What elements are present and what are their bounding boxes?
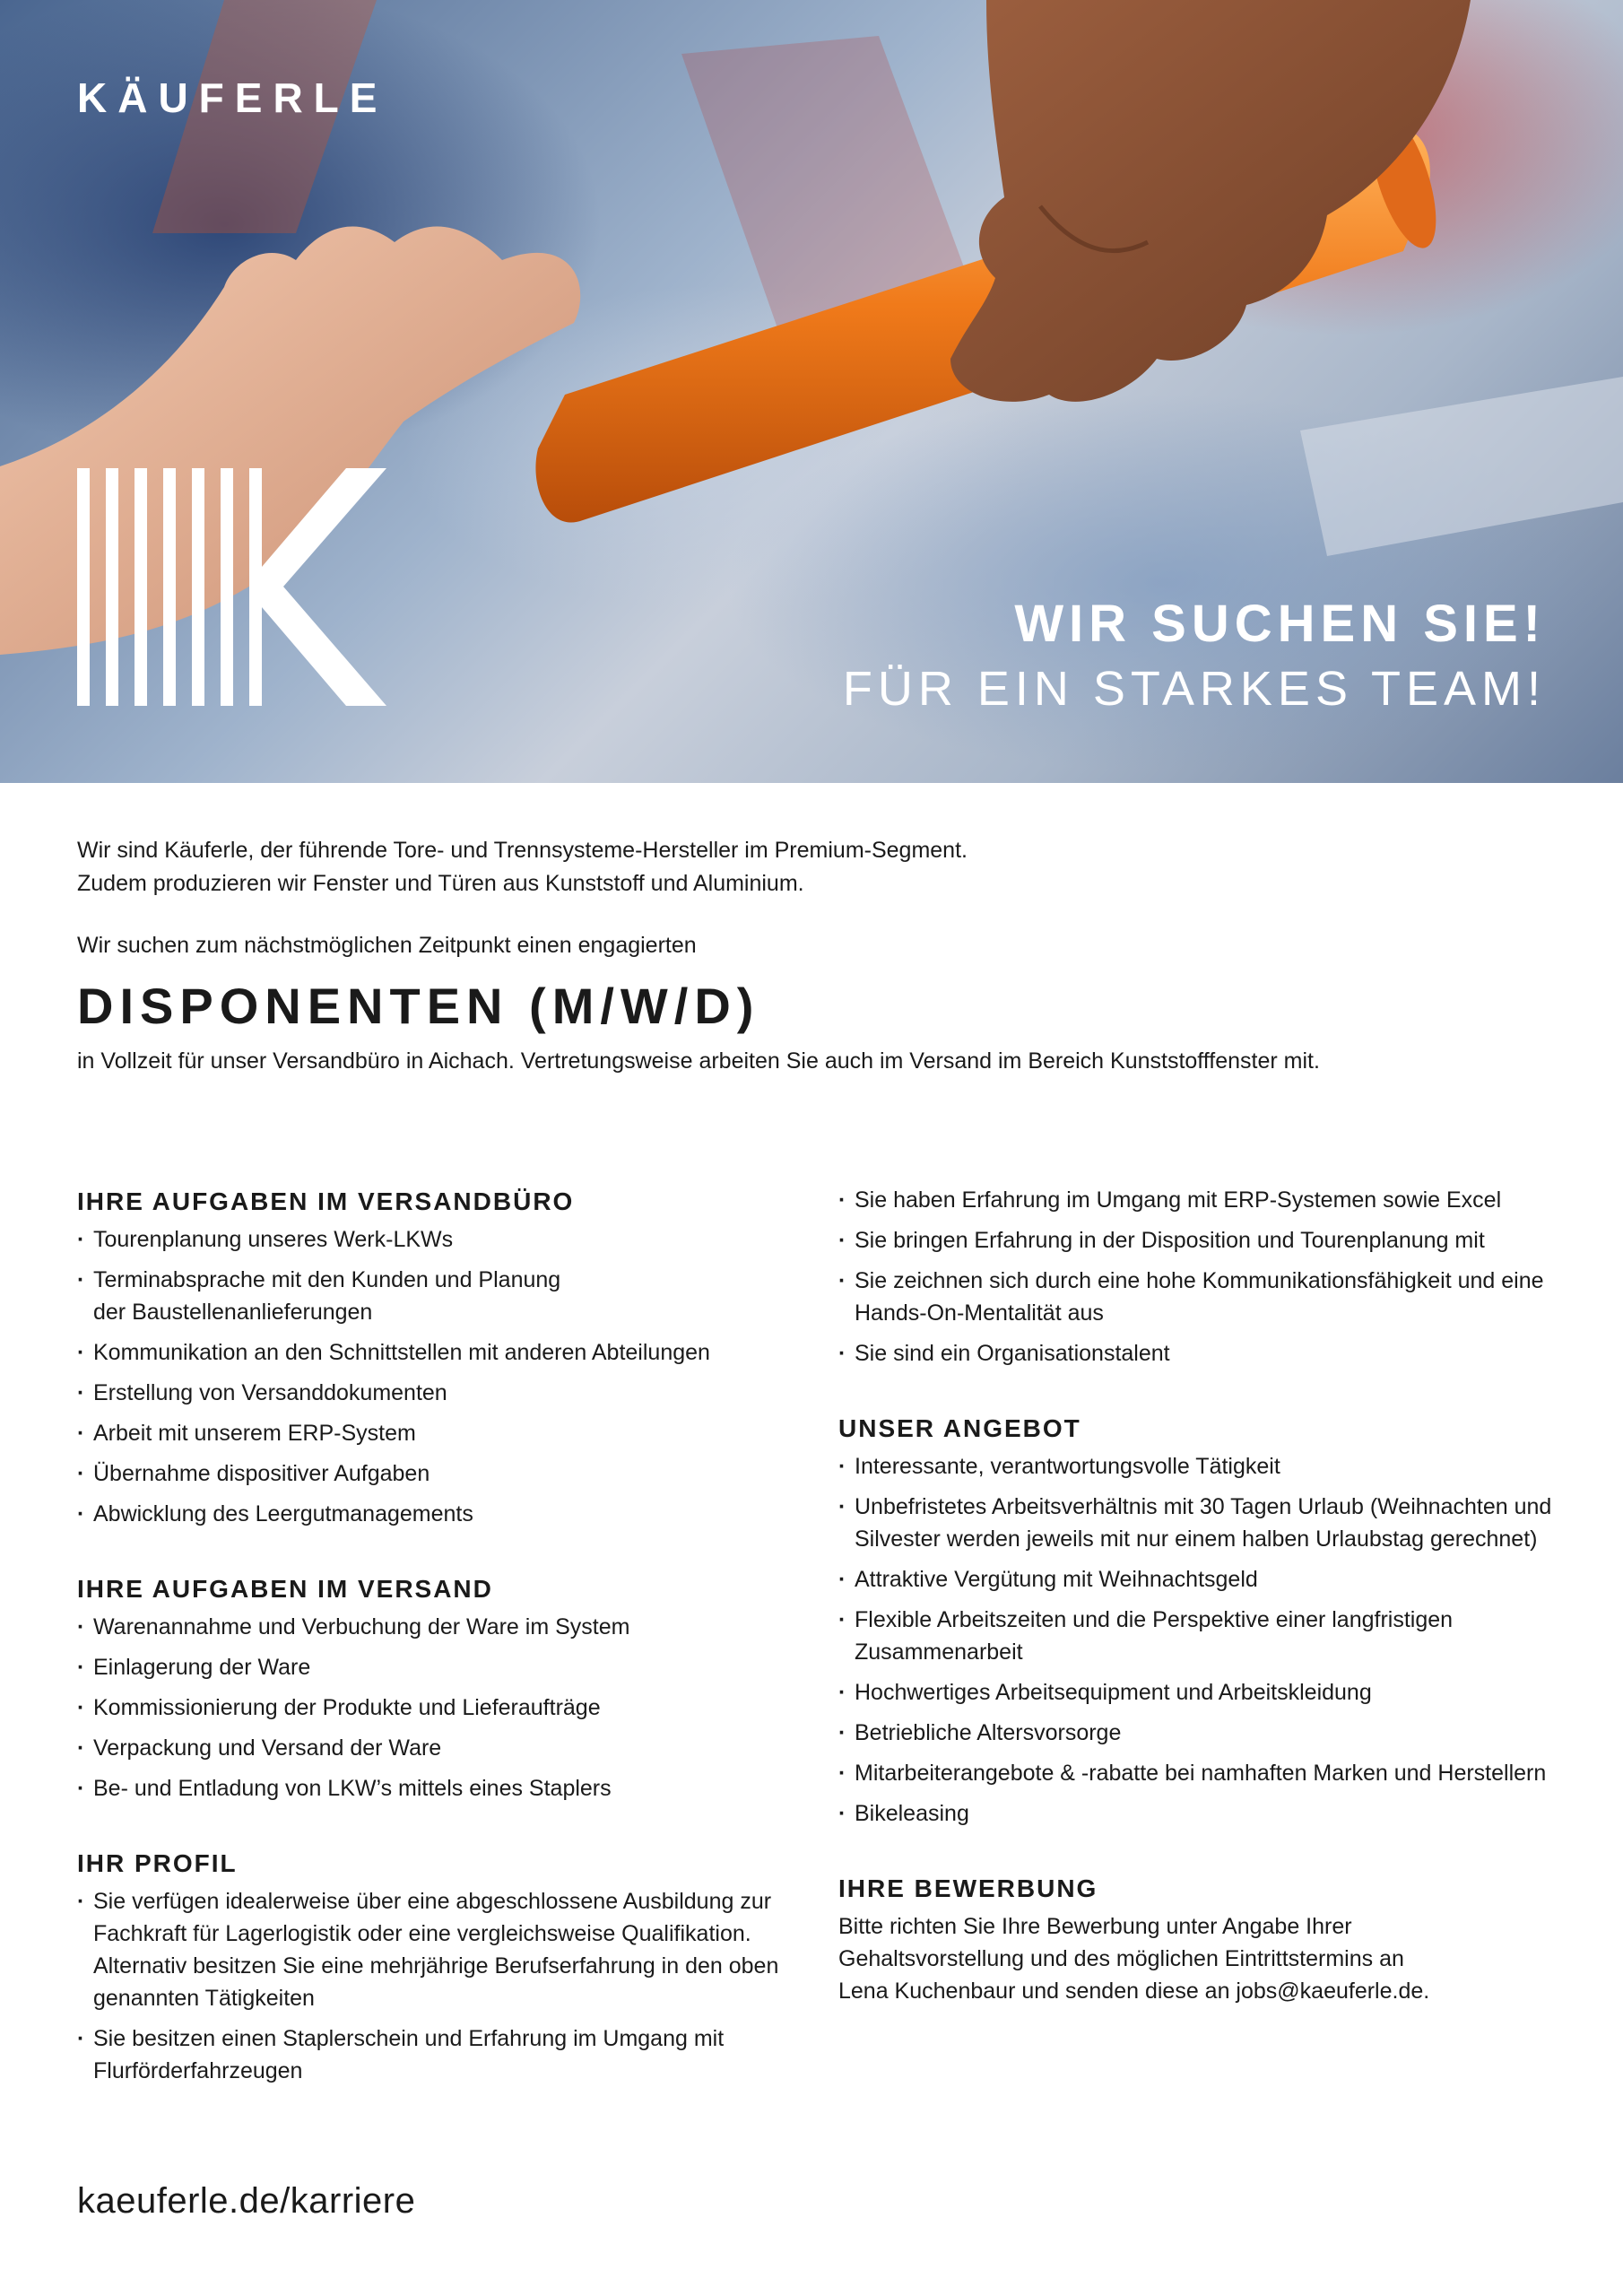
brand-logo-text: KÄUFERLE <box>77 74 388 121</box>
list-item: · Unbefristetes Arbeitsverhältnis mit 30 Tagen Urlaub (Weihnachten und Silvester werden jeweils mit nur einem halben Urlaubstag gerechnet) <box>838 1491 1556 1555</box>
list-item: · Terminabsprache mit den Kunden und Planung der Baustellenanlieferungen <box>77 1264 597 1328</box>
list-item: · Einlagerung der Ware <box>77 1651 794 1683</box>
job-subtitle: in Vollzeit für unser Versandbüro in Aichach. Vertretungsweise arbeiten Sie auch im Versand im Bereich Kunststofffenster mit. <box>77 1048 1320 1074</box>
list-item: · Warenannahme und Verbuchung der Ware im System <box>77 1611 794 1643</box>
job-title: DISPONENTEN (M/W/D) <box>77 978 760 1034</box>
section-versand <box>77 1571 794 1805</box>
list-item: · Interessante, verantwortungsvolle Tätigkeit <box>838 1450 1556 1483</box>
slogan-line-1: WIR SUCHEN SIE! <box>1014 595 1546 653</box>
intro-line-2: Zudem produzieren wir Fenster und Türen aus Kunststoff und Aluminium. <box>77 871 804 896</box>
section-heading: IHRE AUFGABEN IM VERSANDBÜRO <box>77 1187 575 1215</box>
section-heading: IHR PROFIL <box>77 1849 238 1877</box>
task-list <box>77 1223 794 1530</box>
section-versandbuero <box>77 1184 794 1530</box>
list-item: · Sie bringen Erfahrung in der Disposition und Tourenplanung mit <box>838 1224 1556 1257</box>
application-line-3: Lena Kuchenbaur und senden diese an jobs@kaeuferle.de. <box>838 1979 1430 2004</box>
section-bewerbung <box>838 1871 1556 2007</box>
list-item: · Abwicklung des Leergutmanagements <box>77 1498 794 1530</box>
offer-list <box>838 1450 1556 1830</box>
section-heading: IHRE BEWERBUNG <box>838 1874 1098 1902</box>
list-item: · Erstellung von Versanddokumenten <box>77 1377 794 1409</box>
section-profil <box>77 1846 794 2087</box>
profile-list <box>77 1885 794 2087</box>
list-item: · Betriebliche Altersvorsorge <box>838 1717 1556 1749</box>
intro-line-1: Wir sind Käuferle, der führende Tore- und Trennsysteme-Hersteller im Premium-Segment. <box>77 838 968 863</box>
list-item: · Verpackung und Versand der Ware <box>77 1732 794 1764</box>
list-item: · Tourenplanung unseres Werk-LKWs <box>77 1223 794 1256</box>
section-profil-continued <box>838 1184 1556 1370</box>
task-list <box>77 1611 794 1805</box>
kaeuferle-k-logo-icon <box>77 468 386 706</box>
company-intro <box>77 834 1548 962</box>
application-line-1: Bitte richten Sie Ihre Bewerbung unter Angabe Ihrer <box>838 1914 1352 1939</box>
hero-banner <box>0 0 1623 783</box>
list-item: · Übernahme dispositiver Aufgaben <box>77 1457 794 1490</box>
list-item: · Attraktive Vergütung mit Weihnachtsgeld <box>838 1563 1556 1596</box>
profile-list <box>838 1184 1556 1370</box>
list-item: · Mitarbeiterangebote & -rabatte bei namhaften Marken und Herstellern <box>838 1757 1556 1789</box>
right-column <box>838 1184 1556 2048</box>
list-item: · Sie verfügen idealerweise über eine abgeschlossene Ausbildung zur Fachkraft für Lagerlogistik oder eine vergleichsweise Qualifikation. Alternativ besitzen Sie eine mehrjährige Berufserfahrung in den oben genannten Tätigkeiten <box>77 1885 794 2014</box>
list-item: · Kommunikation an den Schnittstellen mit anderen Abteilungen <box>77 1336 794 1369</box>
list-item: · Bikeleasing <box>838 1797 1556 1830</box>
list-item: · Sie besitzen einen Staplerschein und Erfahrung im Umgang mit Flurförderfahrzeugen <box>77 2022 759 2087</box>
list-item: · Sie sind ein Organisationstalent <box>838 1337 1556 1370</box>
list-item: · Sie zeichnen sich durch eine hohe Kommunikationsfähigkeit und eine Hands-On-Mentalität aus <box>838 1265 1556 1329</box>
list-item: · Hochwertiges Arbeitsequipment und Arbeitskleidung <box>838 1676 1556 1709</box>
hero-slogan <box>843 592 1546 721</box>
section-heading: UNSER ANGEBOT <box>838 1414 1081 1442</box>
list-item: · Sie haben Erfahrung im Umgang mit ERP-Systemen sowie Excel <box>838 1184 1556 1216</box>
left-column <box>77 1184 794 2221</box>
application-line-2: Gehaltsvorstellung und des möglichen Eintrittstermins an <box>838 1946 1404 1971</box>
section-heading: IHRE AUFGABEN IM VERSAND <box>77 1575 493 1603</box>
section-angebot <box>838 1411 1556 1830</box>
intro-lead: Wir suchen zum nächstmöglichen Zeitpunkt einen engagierten <box>77 933 697 958</box>
list-item: · Kommissionierung der Produkte und Lieferaufträge <box>77 1692 794 1724</box>
list-item: · Flexible Arbeitszeiten und die Perspektive einer langfristigen Zusammenarbeit <box>838 1604 1556 1668</box>
list-item: · Be- und Entladung von LKW’s mittels eines Staplers <box>77 1772 794 1805</box>
career-url-link[interactable]: kaeuferle.de/karriere <box>77 2181 416 2221</box>
list-item: · Arbeit mit unserem ERP-System <box>77 1417 794 1449</box>
slogan-line-2: FÜR EIN STARKES TEAM! <box>842 662 1546 716</box>
